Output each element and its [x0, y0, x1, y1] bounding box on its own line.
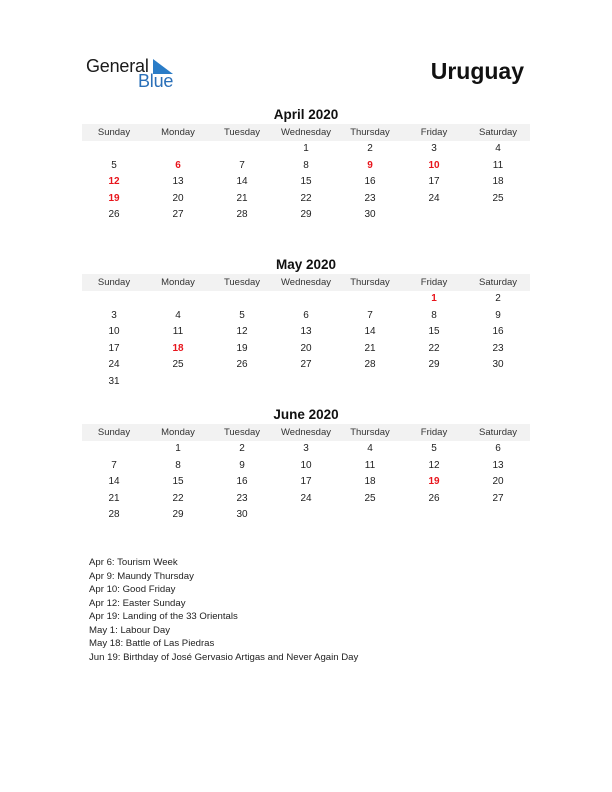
week-row [82, 291, 530, 308]
holiday-list-item: May 1: Labour Day [89, 624, 171, 636]
day-cell: 16 [364, 176, 376, 187]
day-cell: 17 [108, 342, 120, 354]
day-cell: 28 [236, 209, 248, 220]
day-cell: 14 [236, 176, 248, 187]
week-row [82, 441, 530, 458]
day-cell: 13 [172, 176, 184, 187]
day-cell: 3 [431, 143, 437, 154]
day-cell: 21 [236, 192, 248, 204]
day-cell: 11 [364, 459, 376, 471]
weekday-label: Tuesday [223, 427, 261, 438]
day-cell: 15 [172, 476, 184, 487]
holiday-day-cell: 19 [428, 476, 440, 487]
empty-day-cell [338, 291, 402, 308]
day-cell: 22 [172, 492, 184, 504]
day-cell: 2 [239, 443, 245, 454]
day-cell: 8 [431, 309, 437, 321]
week-row [82, 207, 530, 224]
empty-day-cell [338, 374, 402, 391]
day-cell: 12 [236, 326, 248, 337]
day-cell: 4 [495, 143, 501, 154]
month-calendar [82, 106, 530, 224]
week-row [82, 341, 530, 358]
week-row [82, 491, 530, 508]
week-row [82, 141, 530, 158]
holiday-list-item: Apr 12: Easter Sunday [89, 597, 186, 609]
empty-day-cell [402, 207, 466, 224]
day-cell: 13 [300, 326, 312, 337]
day-cell: 29 [428, 359, 440, 370]
day-cell: 22 [300, 192, 312, 204]
day-cell: 5 [431, 443, 437, 454]
day-cell: 26 [428, 492, 440, 504]
empty-day-cell [466, 374, 530, 391]
month-title: April 2020 [273, 107, 339, 122]
weekday-label: Friday [420, 427, 448, 438]
day-cell: 4 [367, 443, 373, 454]
holiday-day-cell: 19 [108, 192, 120, 204]
day-cell: 20 [300, 342, 312, 354]
weekday-label: Saturday [478, 277, 518, 288]
weekday-label: Thursday [350, 427, 390, 438]
day-cell: 19 [236, 342, 248, 354]
day-cell: 6 [303, 309, 309, 321]
day-cell: 29 [300, 209, 312, 220]
weekday-header-row [82, 124, 530, 141]
day-cell: 4 [175, 309, 181, 321]
day-cell: 1 [303, 143, 309, 154]
day-cell: 26 [108, 209, 120, 220]
weekday-label: Sunday [97, 127, 131, 138]
weekday-label: Friday [420, 277, 448, 288]
weekday-label: Wednesday [281, 277, 331, 288]
empty-day-cell [274, 374, 338, 391]
holiday-list-item: Apr 9: Maundy Thursday [89, 570, 194, 582]
day-cell: 24 [300, 492, 312, 504]
day-cell: 12 [428, 459, 440, 471]
day-cell: 27 [172, 209, 184, 220]
day-cell: 8 [175, 459, 181, 471]
day-cell: 24 [108, 359, 120, 370]
holiday-list [89, 556, 359, 664]
day-cell: 18 [364, 476, 376, 487]
holiday-day-cell: 6 [175, 159, 181, 171]
week-row [82, 458, 530, 475]
day-cell: 15 [428, 326, 440, 337]
month-calendar [82, 256, 530, 390]
day-cell: 16 [492, 326, 504, 337]
day-cell: 3 [111, 309, 117, 321]
day-cell: 31 [108, 375, 120, 387]
logo-text-blue: Blue [138, 71, 174, 91]
empty-day-cell [82, 441, 146, 458]
day-cell: 25 [364, 492, 376, 504]
empty-day-cell [210, 291, 274, 308]
day-cell: 30 [364, 209, 376, 220]
day-cell: 23 [492, 342, 504, 354]
day-cell: 14 [108, 476, 120, 487]
day-cell: 20 [492, 476, 504, 487]
day-cell: 26 [236, 359, 248, 370]
weekday-header-row [82, 274, 530, 291]
day-cell: 7 [239, 159, 245, 171]
empty-day-cell [146, 374, 210, 391]
empty-day-cell [338, 507, 402, 524]
week-row [82, 174, 530, 191]
weekday-label: Thursday [350, 127, 390, 138]
day-cell: 25 [172, 359, 184, 370]
holiday-list-item: Apr 6: Tourism Week [89, 557, 178, 568]
logo-text-general: General [86, 56, 149, 76]
day-cell: 16 [236, 476, 248, 487]
weekday-label: Sunday [97, 427, 131, 438]
day-cell: 29 [172, 509, 184, 520]
week-row [82, 308, 530, 325]
day-cell: 30 [236, 509, 248, 520]
day-cell: 28 [108, 509, 120, 520]
day-cell: 30 [492, 359, 504, 370]
day-cell: 5 [111, 159, 117, 171]
brand-logo [86, 56, 196, 92]
day-cell: 2 [495, 293, 501, 304]
day-cell: 2 [367, 143, 373, 154]
weekday-label: Tuesday [223, 127, 261, 138]
weekday-label: Wednesday [281, 127, 331, 138]
day-cell: 5 [239, 309, 245, 321]
day-cell: 27 [300, 359, 312, 370]
week-row [82, 374, 530, 391]
day-cell: 11 [492, 159, 504, 171]
week-row [82, 324, 530, 341]
weekday-label: Thursday [350, 277, 390, 288]
weekday-label: Saturday [478, 127, 518, 138]
day-cell: 6 [495, 443, 501, 454]
day-cell: 23 [364, 192, 376, 204]
day-cell: 25 [492, 192, 504, 204]
day-cell: 20 [172, 192, 184, 204]
empty-day-cell [82, 291, 146, 308]
week-row [82, 191, 530, 208]
week-row [82, 507, 530, 524]
day-cell: 10 [300, 459, 312, 471]
day-cell: 10 [108, 326, 120, 337]
weekday-label: Monday [161, 427, 195, 438]
day-cell: 8 [303, 159, 309, 171]
day-cell: 13 [492, 459, 504, 471]
empty-day-cell [274, 507, 338, 524]
day-cell: 27 [492, 492, 504, 504]
month-title: May 2020 [275, 257, 337, 272]
holiday-day-cell: 12 [108, 176, 120, 187]
holiday-day-cell: 1 [431, 293, 437, 304]
day-cell: 23 [236, 492, 248, 504]
day-cell: 14 [364, 326, 376, 337]
empty-day-cell [402, 507, 466, 524]
day-cell: 17 [428, 176, 440, 187]
week-row [82, 474, 530, 491]
weekday-label: Monday [161, 127, 195, 138]
day-cell: 17 [300, 476, 312, 487]
day-cell: 7 [111, 459, 117, 471]
day-cell: 3 [303, 443, 309, 454]
empty-day-cell [402, 374, 466, 391]
weekday-label: Monday [161, 277, 195, 288]
holiday-day-cell: 9 [367, 159, 373, 171]
weekday-label: Wednesday [281, 427, 331, 438]
day-cell: 11 [172, 326, 184, 337]
holiday-list-item: Apr 10: Good Friday [89, 584, 176, 595]
empty-day-cell [146, 291, 210, 308]
day-cell: 22 [428, 342, 440, 354]
month-title: June 2020 [273, 407, 339, 422]
empty-day-cell [466, 207, 530, 224]
empty-day-cell [82, 141, 146, 158]
weekday-label: Sunday [97, 277, 131, 288]
day-cell: 15 [300, 176, 312, 187]
day-cell: 9 [239, 459, 245, 471]
weekday-label: Tuesday [223, 277, 261, 288]
day-cell: 28 [364, 359, 376, 370]
holiday-list-item: Jun 19: Birthday of José Gervasio Artigas and Never Again Day [89, 651, 359, 663]
empty-day-cell [210, 141, 274, 158]
empty-day-cell [210, 374, 274, 391]
day-cell: 21 [364, 342, 376, 354]
empty-day-cell [146, 141, 210, 158]
holiday-day-cell: 10 [428, 159, 440, 171]
country-title: Uruguay [430, 58, 524, 84]
weekday-header-row [82, 424, 530, 441]
day-cell: 21 [108, 492, 120, 504]
holiday-day-cell: 18 [172, 342, 184, 354]
day-cell: 9 [495, 309, 501, 321]
weekday-label: Saturday [478, 427, 518, 438]
week-row [82, 158, 530, 175]
day-cell: 18 [492, 176, 504, 187]
day-cell: 7 [367, 309, 373, 321]
month-calendar [82, 406, 530, 524]
empty-day-cell [466, 507, 530, 524]
day-cell: 1 [175, 443, 181, 454]
day-cell: 24 [428, 192, 440, 204]
holiday-list-item: Apr 19: Landing of the 33 Orientals [89, 611, 238, 622]
empty-day-cell [274, 291, 338, 308]
holiday-list-item: May 18: Battle of Las Piedras [89, 638, 215, 649]
week-row [82, 357, 530, 374]
weekday-label: Friday [420, 127, 448, 138]
